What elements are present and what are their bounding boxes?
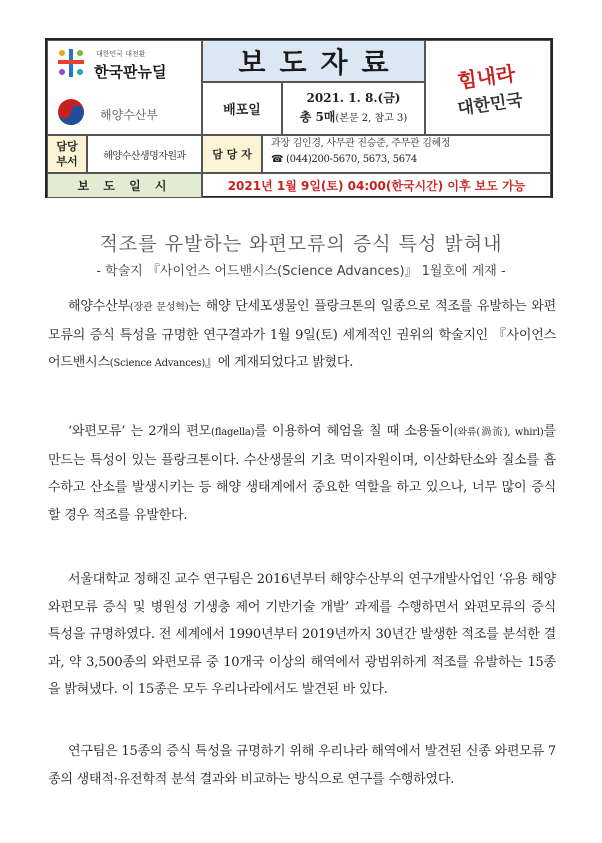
embargo-label: 보 도 일 시 bbox=[47, 173, 202, 198]
p1-minister: (장관 문성혁) bbox=[129, 302, 189, 313]
p4-text: 연구팀은 15종의 증식 특성을 규명하기 위해 우리나라 해역에서 발견된 신종 와편모류 7종의 생태적·유전학적 분석 결과와 비교하는 방식으로 연구를 수행하였다. bbox=[48, 744, 556, 787]
department-label-line-1: 담당 bbox=[56, 140, 78, 153]
contact-names: 과장 김인경, 사무관 진승준, 주무관 김혜정 bbox=[271, 138, 451, 149]
department-value: 해양수산생명자원과 bbox=[87, 135, 202, 173]
paragraph-3 bbox=[48, 566, 556, 704]
slogan-line-2: 대한민국 bbox=[456, 89, 525, 119]
contact-person-info bbox=[262, 135, 551, 173]
logo-cell bbox=[47, 40, 202, 135]
paragraph-2 bbox=[48, 418, 556, 529]
slogan-cell bbox=[425, 40, 551, 135]
p3-text: 서울대학교 정해진 교수 연구팀은 2016년부터 해양수산부의 연구개발사업인 ‘유용 해양 와편모류 증식 및 병원성 기생충 제어 기반기술 개발’ 과제를 수행하면서 와편모류의 증식 특성을 규명하였다. 전 세계에서 1990년부터 2019년까지 30년간 발생한 적조를 분석한 결과, 약 3,500종의 와편모류 중 10개국 이상의 해역에서 광범위하게 적조를 유발하는 15종을 밝혀냈다. 이 15종은 모두 우리나라에서도 발견된 바 있다. bbox=[48, 572, 556, 697]
new-deal-mark-icon bbox=[56, 47, 86, 79]
p1-body: 는 해양 단세포생물인 플랑크톤의 일종으로 적조를 유발하는 와편모류의 증식 특성을 규명한 연구결과가 1월 9일(토) 세계적인 권위의 학술지인 『사이언스 어드밴시스 bbox=[48, 299, 556, 370]
press-release-header bbox=[45, 38, 553, 198]
page-count bbox=[300, 108, 408, 128]
taegeuk-icon bbox=[56, 97, 86, 127]
gov-brand-sub: 대한민국 대전환 bbox=[96, 50, 146, 58]
embargo-value: 2021년 1월 9일(토) 04:00(한국시간) 이후 보도 가능 bbox=[202, 173, 551, 198]
ministry-name: 해양수산부 bbox=[100, 108, 158, 122]
distribution-date: 2021. 1. 8.(금) bbox=[306, 91, 401, 105]
p1-end: 』에 게재되었다고 밝혔다. bbox=[205, 355, 354, 370]
article-subtitle: - 학술지 『사이언스 어드밴시스(Science Advances)』 1월호에 게재 - bbox=[96, 264, 506, 279]
p2-start: ‘와편모류’ 는 2개의 편모 bbox=[68, 424, 211, 439]
p2-mid: 를 이용하여 헤엄을 칠 때 소용돌이 bbox=[254, 424, 454, 439]
slogan-line-1: 힘내라 bbox=[456, 60, 517, 93]
department-label-line-2: 부서 bbox=[56, 155, 78, 168]
distribution-date-label: 배포일 bbox=[202, 82, 282, 135]
p2-flagella: (flagella) bbox=[211, 427, 255, 438]
p2-whirl: (와류(渦流), whirl) bbox=[453, 427, 544, 438]
page-count-main: 총 5매 bbox=[299, 110, 336, 124]
page-count-detail: (본문 2, 참고 3) bbox=[335, 113, 408, 124]
article-title: 적조를 유발하는 와편모류의 증식 특성 밝혀내 bbox=[99, 233, 503, 255]
department-label bbox=[47, 135, 87, 173]
distribution-info bbox=[282, 82, 425, 135]
contact-person-label: 담 당 자 bbox=[202, 135, 262, 173]
contact-phone: ☎ (044)200-5670, 5673, 5674 bbox=[271, 154, 417, 165]
korean-new-deal-logo bbox=[56, 47, 196, 81]
ministry-logo bbox=[56, 97, 196, 127]
paragraph-1 bbox=[48, 293, 556, 378]
p1-journal-en: (Science Advances) bbox=[109, 358, 206, 369]
paragraph-4 bbox=[48, 738, 556, 793]
press-release-title: 보도자료 bbox=[238, 46, 403, 79]
slogan-calligraphy bbox=[452, 56, 525, 119]
press-release-title-cell bbox=[202, 40, 425, 82]
p2-end: 를 만드는 특성이 있는 플랑크톤이다. 수산생물의 기초 먹이자원이며, 이산화탄소와 질소를 흡수하고 산소를 발생시키는 등 해양 생태계에서 중요한 역할을 하고 있으나, 너무 많이 증식할 경우 적조를 유발한다. bbox=[48, 424, 556, 523]
p1-ministry: 해양수산부 bbox=[68, 299, 130, 314]
gov-brand: 한국판뉴딜 bbox=[94, 63, 167, 81]
